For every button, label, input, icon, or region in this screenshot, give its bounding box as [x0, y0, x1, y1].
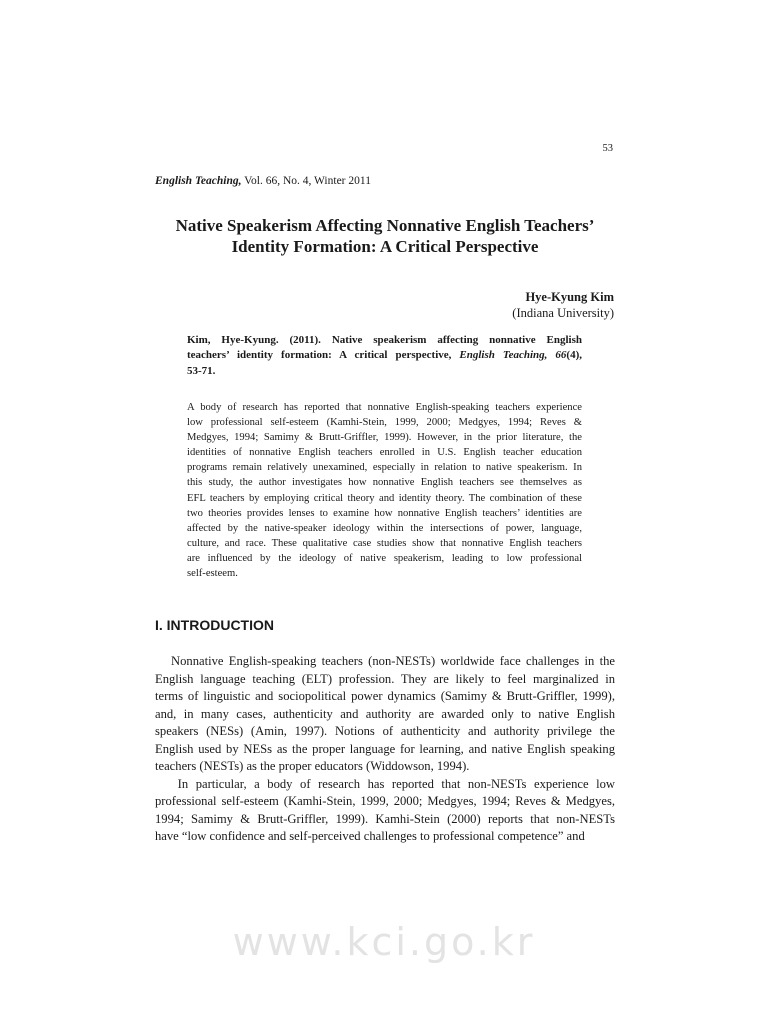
author-name: Hye-Kyung Kim: [525, 290, 614, 304]
citation-line: Kim, Hye-Kyung. (2011). Native speakerism affecting nonnative English: [187, 334, 582, 346]
journal-title: English Teaching,: [155, 175, 242, 187]
citation-line: [187, 348, 582, 363]
abstract-line: A body of research has reported that nonnative English-speaking teachers experience: [187, 402, 582, 413]
body-line: In particular, a body of research has reported that non-NESTs experience low: [155, 776, 615, 791]
author-block: [440, 289, 614, 321]
article-title-line: Identity Formation: A Critical Perspective: [231, 237, 539, 256]
citation-line: 53-71.: [187, 364, 216, 377]
body-text: [155, 653, 615, 846]
abstract-line: are influenced by the ideology of native speakerism, leading to low professional: [187, 552, 582, 564]
article-title-line: Native Speakerism Affecting Nonnative English Teachers’: [175, 216, 595, 235]
abstract-line: culture, and race. These qualitative case studies show that nonnative English teachers: [187, 537, 582, 549]
section-heading: I. INTRODUCTION: [155, 617, 274, 633]
watermark: www.kci.go.kr: [232, 920, 536, 964]
journal-header: [155, 175, 371, 187]
author-affiliation: (Indiana University): [512, 306, 614, 320]
abstract-line: affected by the native-speaker ideology within the intersections of power, language,: [187, 522, 582, 534]
body-line: and, in many cases, authenticity and authority are awarded only to native English: [155, 706, 615, 721]
body-line: teachers (NESTs) as the proper educators (Widdowson, 1994).: [155, 759, 470, 773]
body-line: professional self-esteem (Kamhi-Stein, 1999, 2000; Medgyes, 1994; Reves & Medgyes,: [155, 794, 615, 808]
citation-journal: English Teaching, 66: [459, 349, 567, 362]
abstract-line: low professional self-esteem (Kamhi-Stein, 1999, 2000; Medgyes, 1994; Reves &: [187, 417, 582, 429]
abstract-line: self-esteem.: [187, 568, 238, 580]
body-line: speakers (NESs) (Amin, 1997). Notions of authenticity and authority privilege the: [155, 724, 615, 738]
body-line: English language teaching (ELT) profession. They are likely to feel marginalized in: [155, 671, 615, 686]
abstract-line: EFL teachers by employing critical theory and identity theory. The combination of these: [187, 492, 582, 504]
abstract-line: this study, the author investigates how nonnative English teachers see themselves as: [187, 477, 582, 489]
body-line: English used by NESs as the proper language for learning, and native English speaking: [155, 741, 615, 756]
abstract-line: Medgyes, 1994; Samimy & Brutt-Griffler, 1999). However, in the prior literature, the: [187, 432, 582, 444]
body-line: terms of linguistic and sociopolitical power dynamics (Samimy & Brutt-Griffler, 1999),: [155, 689, 615, 703]
page-number: 53: [602, 143, 613, 154]
abstract-line: identities of nonnative English teachers enrolled in U.S. English teacher education: [187, 447, 582, 459]
journal-details: Vol. 66, No. 4, Winter 2011: [244, 175, 371, 187]
body-line: have “low confidence and self-perceived challenges to professional competence” and: [155, 829, 585, 843]
abstract-line: two theories provides lenses to examine how nonnative English teachers’ identities are: [187, 507, 582, 519]
citation-text: teachers’ identity formation: A critical perspective,: [187, 349, 460, 362]
article-title: [140, 215, 630, 257]
abstract: [187, 400, 582, 581]
body-line: Nonnative English-speaking teachers (non-NESTs) worldwide face challenges in the: [155, 654, 615, 668]
citation-issue: (4),: [566, 349, 582, 362]
body-line: 1994; Samimy & Brutt-Griffler, 1999). Kamhi-Stein (2000) reports that non-NESTs: [155, 811, 615, 826]
abstract-line: programs remain relatively unexamined, especially in relation to native speakerism. In: [187, 462, 582, 474]
citation: [187, 333, 582, 379]
